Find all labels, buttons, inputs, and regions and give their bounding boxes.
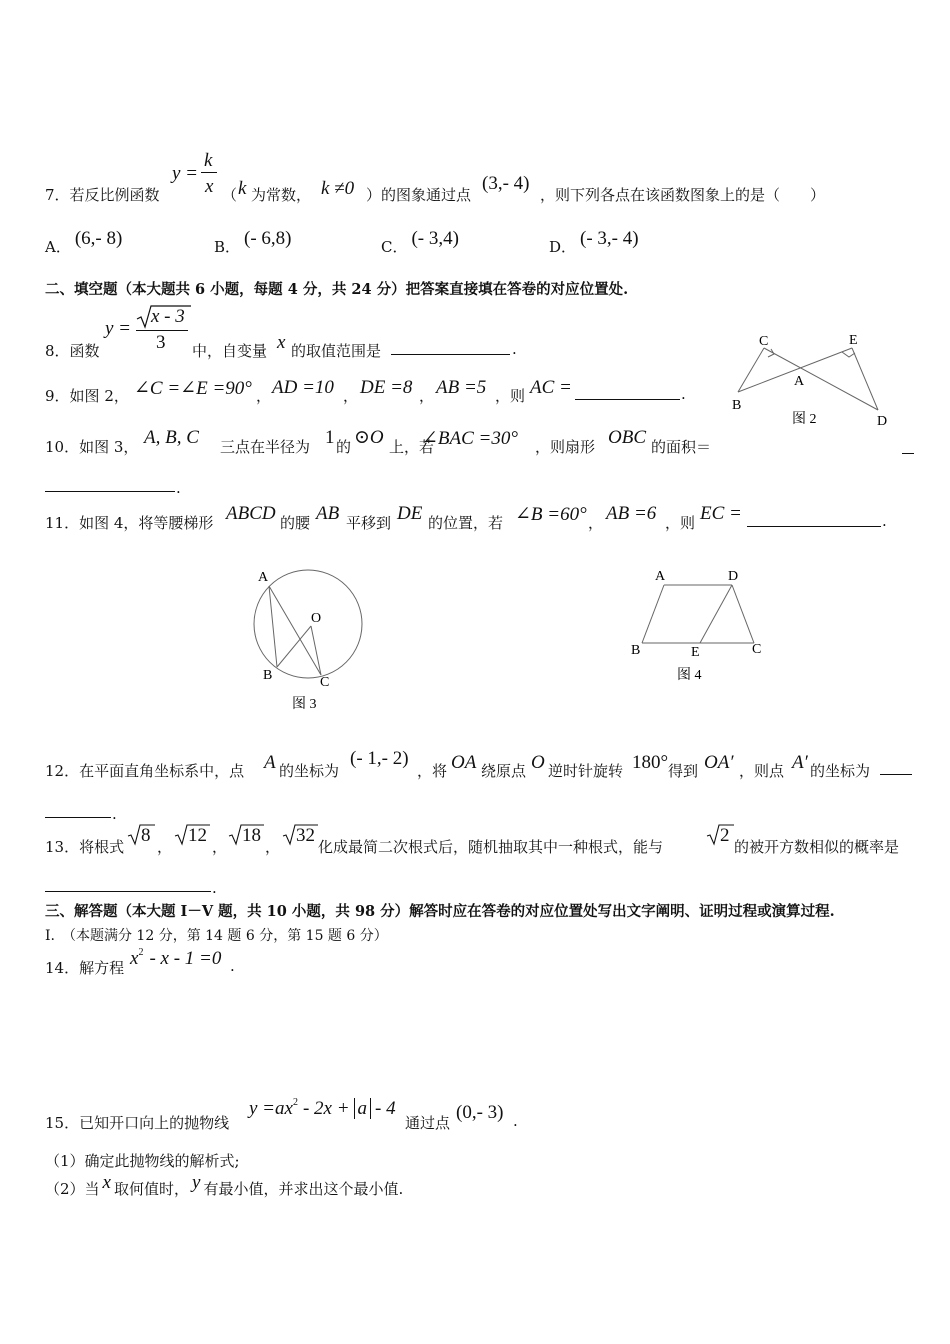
fig3-label-o: O <box>311 611 322 626</box>
q7-paren: （ <box>222 186 238 204</box>
section-2-heading: 二、填空题（本大题共 6 小题，每题 4 分，共 24 分）把答案直接填在答卷的对应位置处. <box>45 281 629 298</box>
q10-text-c: 的 <box>336 438 352 456</box>
q8-answer-blank[interactable] <box>391 340 510 355</box>
option-label: B． <box>214 238 241 256</box>
q10-text-d: 上，若 <box>389 438 435 456</box>
q8-formula-numerator: x - 3 <box>151 306 185 327</box>
q8-number: 8． <box>45 342 70 360</box>
q12-number: 12． <box>45 762 80 780</box>
question-13 <box>45 836 124 857</box>
q12-text-b: 的坐标为 <box>279 762 340 780</box>
q9-text: 如图 2， <box>69 387 129 405</box>
q7-formula-lhs: y = <box>172 163 199 184</box>
fig3-label-c: C <box>320 675 330 690</box>
q12-a-prime: A′ <box>792 752 808 773</box>
q7-text: 若反比例函数 <box>69 186 160 204</box>
q8-variable: x <box>277 332 286 353</box>
q12-coord: (- 1,- 2) <box>350 748 409 769</box>
q10-text-e: ，则扇形 <box>535 438 596 456</box>
fig3-caption: 图 3 <box>292 697 317 712</box>
q11-text-b: 的腰 <box>280 514 311 532</box>
q15-eq-a: y =ax <box>249 1098 293 1119</box>
q11-text: 如图 4，将等腰梯形 <box>79 514 214 532</box>
q11-text-d: 的位置，若 <box>428 514 504 532</box>
q8-formula-denominator: 3 <box>156 332 166 353</box>
option-label: A． <box>45 238 71 256</box>
q12-end: . <box>112 805 117 823</box>
q7-formula-denominator: x <box>205 176 214 197</box>
q15-sub2-b: 取何值时， <box>113 1180 189 1198</box>
fig3-label-b: B <box>263 668 273 683</box>
fig2-label-c: C <box>759 334 769 349</box>
q8-text-b: 中，自变量 <box>192 342 268 360</box>
q11-leg: AB <box>316 503 340 524</box>
q13-radicand-5: 2 <box>720 825 730 846</box>
q13-sep-2: ， <box>212 838 228 856</box>
section-3-heading: 三、解答题（本大题 I－V 题，共 10 小题，共 98 分）解答时应在答卷的对应位置处写出文字阐明、证明过程或演算过程. <box>45 903 835 920</box>
q9-condition-1: ∠C =∠E =90° <box>134 378 252 399</box>
figure-3 <box>245 562 375 721</box>
fig2-label-e: E <box>849 333 858 348</box>
q8-text: 函数 <box>69 342 100 360</box>
fig2-label-d: D <box>877 414 888 429</box>
q9-text-b: ，则 <box>495 387 526 405</box>
q12-text-f: 得到 <box>668 762 699 780</box>
q12-text-e: 逆时针旋转 <box>548 762 624 780</box>
q14-end: . <box>230 957 235 975</box>
q13-sep-1: ， <box>157 838 173 856</box>
q15-sub2-x: x <box>102 1172 111 1193</box>
q13-end: . <box>212 879 217 897</box>
q13-text: 将根式 <box>79 838 125 856</box>
q15-sub2-y: y <box>192 1172 201 1193</box>
q10-end: . <box>176 479 181 497</box>
q10-sector: OBC <box>608 427 646 448</box>
q9-sep-3: ， <box>419 387 435 405</box>
q11-end: . <box>882 512 887 530</box>
option-value: (- 6,8) <box>244 228 292 249</box>
question-9 <box>45 385 129 406</box>
q12-oa-prime: OA′ <box>704 752 734 773</box>
q11-text-c: 平移到 <box>346 514 392 532</box>
q9-end: . <box>681 385 686 403</box>
q12-point: A <box>264 752 276 773</box>
q15-equation <box>249 1098 396 1120</box>
q15-eq-exponent: 2 <box>292 1097 298 1108</box>
q9-condition-2: AD =10 <box>272 377 334 398</box>
q12-answer-blank[interactable] <box>45 803 111 818</box>
q15-end: . <box>513 1112 518 1130</box>
q9-condition-4: AB =5 <box>436 377 487 398</box>
q13-text-b: 化成最简二次根式后，随机抽取其中一种根式，能与 <box>318 838 664 856</box>
q15-point: (0,- 3) <box>456 1102 504 1123</box>
q7-condition: k ≠0 <box>321 178 355 199</box>
q13-radicand-2: 12 <box>188 825 207 846</box>
q10-text-f: 的面积＝ <box>651 438 712 456</box>
fig2-label-a: A <box>794 374 805 389</box>
question-7 <box>45 184 160 205</box>
q12-text-g: ，则点 <box>739 762 785 780</box>
q7-k-variable: k <box>238 178 247 199</box>
question-12 <box>45 760 244 781</box>
q7-text-b: 为常数， <box>251 186 312 204</box>
q15-eq-c: - 4 <box>375 1098 396 1119</box>
fig4-caption: 图 4 <box>677 668 702 683</box>
q7-text-c: ）的图象通过点 <box>366 186 472 204</box>
q9-answer-blank[interactable] <box>575 385 680 400</box>
q12-text-d: 绕原点 <box>481 762 527 780</box>
q8-end: . <box>512 340 517 358</box>
q13-text-c: 的被开方数相似的概率是 <box>734 838 900 856</box>
q9-sep-2: ， <box>343 387 359 405</box>
q15-number: 15． <box>45 1114 80 1132</box>
q13-answer-blank[interactable] <box>45 877 211 892</box>
question-15 <box>45 1112 229 1133</box>
q12-text-c: ，将 <box>417 762 448 780</box>
fig3-label-a: A <box>258 570 269 585</box>
q10-angle: ∠BAC =30° <box>422 428 518 449</box>
q11-number: 11． <box>45 514 80 532</box>
q11-answer-blank[interactable] <box>747 512 881 527</box>
q11-angle: ∠B =60° <box>515 504 587 525</box>
q13-sep-3: ， <box>265 838 281 856</box>
q14-number: 14． <box>45 959 80 977</box>
q10-points: A, B, C <box>144 427 199 448</box>
q15-sub2-a: （2）当 <box>45 1180 100 1198</box>
fig2-label-b: B <box>732 398 742 413</box>
q15-text: 已知开口向上的抛物线 <box>79 1114 230 1132</box>
q7-option-d[interactable] <box>549 228 639 258</box>
q10-number: 10． <box>45 438 80 456</box>
q7-formula-numerator: k <box>204 150 213 171</box>
q11-trapezoid: ABCD <box>226 503 276 524</box>
q13-radicand-1: 8 <box>141 825 151 846</box>
q7-option-a[interactable] <box>45 228 123 258</box>
question-10 <box>45 436 138 457</box>
part-1-heading: I. （本题满分 12 分，第 14 题 6 分，第 15 题 6 分） <box>45 928 388 944</box>
q10-text-b: 三点在半径为 <box>220 438 311 456</box>
q14-eq-x: x <box>130 948 139 969</box>
q10-answer-blank[interactable] <box>45 477 175 492</box>
q11-text-e: ，则 <box>665 514 696 532</box>
q7-point: (3,- 4) <box>482 173 530 194</box>
fig2-caption: 图 2 <box>792 412 817 427</box>
q12-blank-tail <box>880 760 912 775</box>
q9-ask: AC = <box>530 377 572 398</box>
q13-radicand-4: 32 <box>296 825 315 846</box>
q14-eq-exponent: 2 <box>138 947 144 958</box>
question-14 <box>45 957 124 978</box>
q12-text-h: 的坐标为 <box>810 762 871 780</box>
fig4-label-a: A <box>655 569 666 584</box>
q15-eq-b: - 2x + <box>302 1098 350 1119</box>
q11-de: DE <box>397 503 423 524</box>
q15-sub2-c: 有最小值，并求出这个最小值. <box>203 1180 404 1198</box>
q12-text: 在平面直角坐标系中，点 <box>79 762 245 780</box>
q10-circle: ⊙O <box>354 427 384 448</box>
q7-text-d: ，则下列各点在该函数图象上的是（ ） <box>540 186 826 204</box>
question-11 <box>45 512 213 533</box>
option-value: (- 3,- 4) <box>580 228 639 249</box>
option-value: (- 3,4) <box>411 228 459 249</box>
q14-equation <box>130 948 221 970</box>
q10-text: 如图 3， <box>79 438 139 456</box>
option-label: D． <box>549 238 577 256</box>
q11-sep: ， <box>588 514 604 532</box>
q9-sep-1: ， <box>256 387 272 405</box>
q12-origin: O <box>531 752 545 773</box>
figure-2 <box>728 330 898 439</box>
q13-radicand-3: 18 <box>242 825 261 846</box>
option-label: C． <box>381 238 408 256</box>
q9-number: 9． <box>45 387 70 405</box>
q12-degrees: 180° <box>632 752 669 773</box>
q13-number: 13． <box>45 838 80 856</box>
fig4-label-c: C <box>752 642 762 657</box>
q8-fraction-bar <box>136 330 188 331</box>
q9-condition-3: DE =8 <box>360 377 413 398</box>
q15-sub-2 <box>45 1172 404 1200</box>
q15-sub-1: （1）确定此抛物线的解析式; <box>45 1152 240 1170</box>
q12-oa: OA <box>451 752 477 773</box>
q14-text: 解方程 <box>79 959 125 977</box>
question-8 <box>45 340 100 361</box>
q11-ab: AB =6 <box>606 503 657 524</box>
q8-text-c: 的取值范围是 <box>291 342 382 360</box>
q14-eq-rest: - x - 1 =0 <box>149 948 222 969</box>
q11-ask: EC = <box>700 503 742 524</box>
q8-formula-lhs: y = <box>105 318 132 339</box>
figure-4 <box>628 563 768 692</box>
q15-eq-abs: a <box>354 1098 372 1119</box>
q10-blank-tail <box>902 453 914 454</box>
q10-radius: 1 <box>325 427 335 448</box>
fig4-label-b: B <box>631 643 641 658</box>
fig4-label-d: D <box>728 569 739 584</box>
q7-option-c[interactable] <box>381 228 459 258</box>
option-value: (6,- 8) <box>74 228 123 249</box>
fig4-label-e: E <box>691 645 700 660</box>
q7-number: 7． <box>45 186 70 204</box>
q7-fraction-bar <box>201 172 217 173</box>
q15-text-b: 通过点 <box>405 1114 451 1132</box>
q7-option-b[interactable] <box>214 228 292 258</box>
